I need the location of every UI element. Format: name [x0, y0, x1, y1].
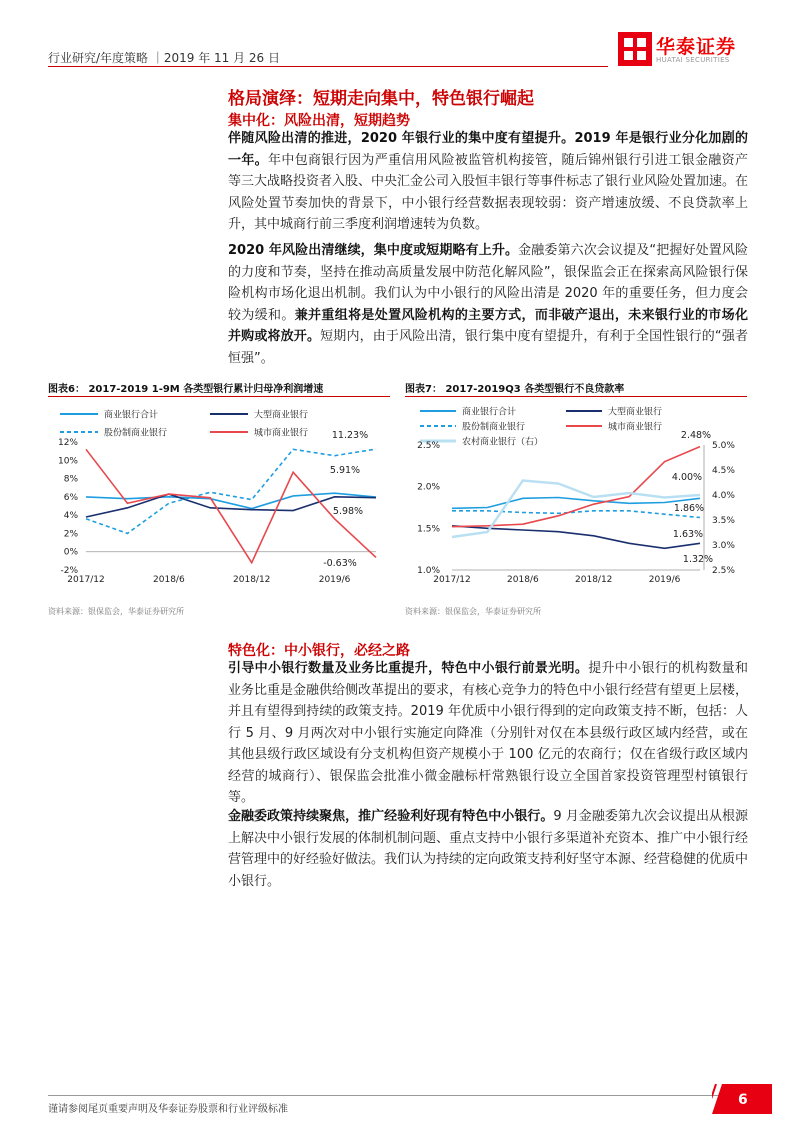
chart1-legend-label-0: 商业银行合计 — [104, 410, 159, 421]
chart2-rule — [405, 396, 747, 397]
chart2 — [400, 398, 752, 598]
chart1-xtick-2018/6: 2018/6 — [153, 575, 185, 585]
chart2-ytick-left-1.5%: 1.5% — [417, 524, 440, 535]
paragraph-4-lead: 金融委政策持续聚焦，推广经验利好现有特色中小银行。 — [228, 809, 554, 824]
footer-disclaimer: 谨请参阅尾页重要声明及华泰证券股票和行业评级标准 — [48, 1104, 288, 1115]
chart2-source: 资料来源：银保监会，华泰证券研究所 — [405, 607, 541, 616]
chart2-ytick-right-3.5%: 3.5% — [712, 516, 735, 526]
footer-divider — [48, 1095, 728, 1096]
chart2-ytick-right-3.0%: 3.0% — [712, 541, 735, 551]
paragraph-4 — [228, 806, 748, 892]
chart2-xtick-2018/12: 2018/12 — [575, 575, 613, 585]
chart1-ytick-4%: 4% — [63, 511, 78, 522]
chart1-ytick--2%: -2% — [60, 566, 78, 576]
chart2-xtick-2017/12: 2017/12 — [433, 575, 471, 585]
chart1-series-line-2 — [86, 449, 376, 533]
chart1-source: 资料来源：银保监会，华泰证券研究所 — [48, 607, 184, 616]
chart2-xtick-2018/6: 2018/6 — [507, 575, 539, 585]
paragraph-3 — [228, 658, 748, 809]
logo-cn: 华泰证券 — [656, 36, 737, 58]
paragraph-2-body: 金融委第六次会议提及“把握好处置风险的力度和节奏，坚持在推动高质量发展中防范化解风险”，银保监会正在探索高风险银行保险机构市场化退出机制。我们认为中小银行的风险出清是 2020 年的重要任务，但力度会较为缓和。 — [228, 243, 748, 323]
section-title: 格局演绎：短期走向集中，特色银行崛起 — [228, 89, 534, 109]
header-divider — [48, 66, 608, 67]
paragraph-2 — [228, 240, 748, 369]
chart2-legend-label-4: 农村商业银行（右） — [462, 437, 544, 448]
chart2-ytick-left-1.0%: 1.0% — [417, 566, 440, 576]
chart2-data-label-3: 1.63% — [672, 529, 704, 540]
chart1-data-label-1: 5.91% — [329, 465, 361, 476]
chart2-ytick-left-2.0%: 2.0% — [417, 482, 440, 493]
subheading-concentration: 集中化：风险出清，短期趋势 — [228, 113, 410, 129]
chart2-series-line-4 — [452, 481, 700, 538]
chart2-series-line-0 — [452, 498, 700, 509]
chart2-series-line-2 — [452, 511, 700, 518]
paragraph-4-body: 9 月金融委第九次会议提出从根源上解决中小银行发展的体制机制问题、重点支持中小银行多渠道补充资本、推广中小银行经营管理中的好经验好做法。我们认为持续的定向政策支持利好坚守本源、经营稳健的优质中小银行。 — [228, 809, 749, 889]
chart1-data-label-0: 11.23% — [331, 430, 369, 441]
chart1-ytick-12%: 12% — [57, 438, 78, 448]
chart1-data-label-2: 5.98% — [332, 506, 364, 517]
chart2-ytick-right-5.0%: 5.0% — [712, 441, 735, 451]
chart1-ytick-8%: 8% — [63, 474, 78, 485]
chart2-data-label-1: 4.00% — [671, 472, 703, 483]
paragraph-3-body: 提升中小银行的机构数量和业务比重是金融供给侧改革提出的要求，有核心竞争力的特色中小银行经营有望更上层楼，并且有望得到持续的政策支持。2019 年优质中小银行得到的定向政策支持不断，包括：人行 5 月、9 月两次对中小银行实施定向降准（分别针对仅在本县级行政区域内经营，或在其他县级行政区域设有分支机构但资产规模小于 100 亿元的农商行；仅在省级行政区域内经营的城商行）、银保监会批准小微金融标杆常熟银行设立全国首家投资管理型村镇银行等。 — [228, 661, 749, 805]
chart1-title: 图表6： 2017-2019 1-9M 各类型银行累计归母净利润增速 — [48, 384, 324, 395]
chart2-legend-label-3: 城市商业银行 — [608, 422, 663, 433]
logo — [618, 28, 748, 72]
chart2-ytick-right-2.5%: 2.5% — [712, 566, 735, 576]
chart2-title: 图表7： 2017-2019Q3 各类型银行不良贷款率 — [405, 384, 625, 395]
chart2-data-label-4: 1.32% — [682, 554, 714, 565]
chart1-ytick-10%: 10% — [57, 456, 78, 467]
chart2-legend-label-2: 股份制商业银行 — [462, 422, 526, 433]
chart1-xtick-2019/6: 2019/6 — [318, 575, 351, 585]
chart1 — [40, 398, 392, 598]
logo-en: HUATAI SECURITIES — [656, 56, 730, 64]
header-text: 行业研究/年度策略 ｜2019 年 11 月 26 日 — [48, 51, 281, 65]
chart1-ytick-2%: 2% — [63, 529, 78, 540]
chart2-ytick-right-4.0%: 4.0% — [712, 491, 735, 501]
paragraph-2-lead: 2020 年风险出清继续，集中度或短期略有上升。 — [228, 243, 519, 258]
paragraph-2-tail: 短期内，由于风险出清，银行集中度有望提升，有利于全国性银行的“强者恒强”。 — [228, 329, 748, 366]
paragraph-3-lead: 引导中小银行数量及业务比重提升，特色中小银行前景光明。 — [228, 661, 589, 676]
chart2-legend-label-1: 大型商业银行 — [608, 407, 663, 418]
chart1-legend-label-1: 大型商业银行 — [254, 410, 309, 421]
page-number: 6 — [738, 1092, 748, 1108]
chart2-ytick-left-2.5%: 2.5% — [417, 441, 440, 451]
chart1-legend-label-3: 城市商业银行 — [254, 428, 309, 439]
chart2-legend-label-0: 商业银行合计 — [462, 407, 517, 418]
chart2-data-label-2: 1.86% — [673, 503, 705, 514]
chart2-data-label-0: 2.48% — [680, 430, 712, 441]
paragraph-1-lead: 伴随风险出清的推进，2020 年银行业的集中度有望提升。2019 年是银行业分化加剧的一年。 — [228, 131, 748, 168]
chart1-ytick-6%: 6% — [63, 492, 78, 503]
chart2-xtick-2019/6: 2019/6 — [648, 575, 681, 585]
subheading-specialization: 特色化：中小银行，必经之路 — [228, 643, 410, 659]
chart1-xtick-2018/12: 2018/12 — [233, 575, 271, 585]
paragraph-1 — [228, 128, 748, 236]
chart1-ytick-0%: 0% — [63, 547, 78, 558]
chart1-xtick-2017/12: 2017/12 — [67, 575, 105, 585]
chart1-legend-label-2: 股份制商业银行 — [104, 428, 168, 439]
paragraph-2-emph: 兼并重组将是处置风险机构的主要方式，而非破产退出，未来银行业的市场化并购或将放开。 — [228, 307, 748, 344]
logo-icon — [618, 32, 652, 66]
chart2-ytick-right-4.5%: 4.5% — [712, 466, 735, 476]
paragraph-1-body: 年中包商银行因为严重信用风险被监管机构接管，随后锦州银行引进工银金融资产等三大战略投资者入股、中央汇金公司入股恒丰银行等事件标志了银行业风险处置加速。在风险处置节奏加快的背景下，中小银行经营数据表现较弱：资产增速放缓、不良贷款率上升，其中城商行前三季度利润增速转为负数。 — [228, 152, 749, 232]
chart1-rule — [48, 396, 390, 397]
chart1-data-label-3: -0.63% — [323, 558, 357, 569]
